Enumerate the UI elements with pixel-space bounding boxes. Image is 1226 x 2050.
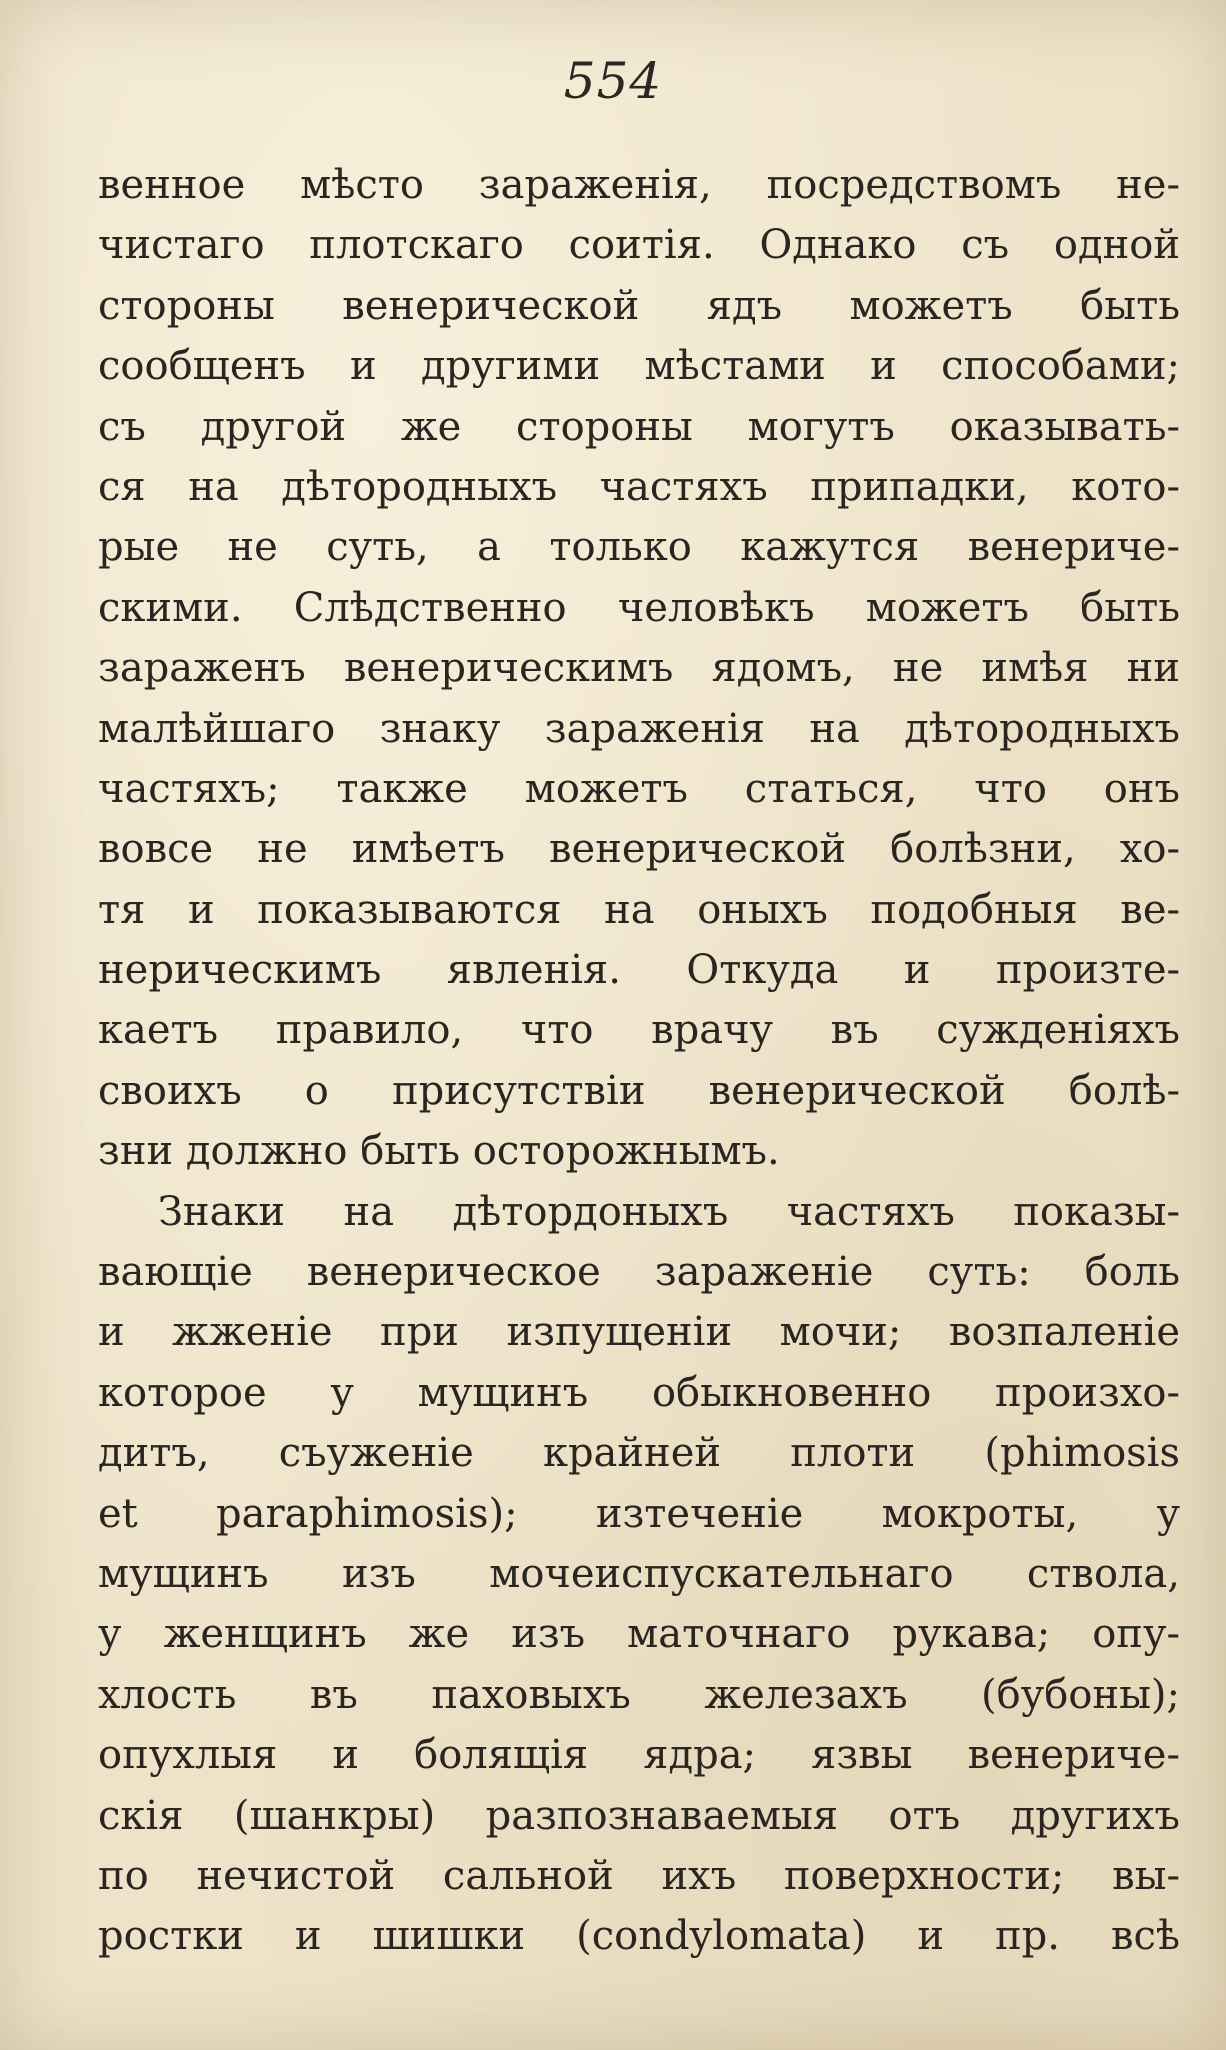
text-line: и жженіе при изпущеніи мочи; возпаленіе — [98, 1309, 1180, 1356]
text-line: своихъ о присутствіи венерической болѣ- — [98, 1067, 1180, 1114]
text-line: ростки и шишки (condylomata) и пр. всѣ — [98, 1913, 1180, 1960]
text-line: нерическимъ явленія. Откуда и произте- — [98, 947, 1180, 994]
text-line: рые не суть, а только кажутся венериче- — [98, 524, 1180, 571]
body-text — [98, 155, 1180, 1967]
paragraph-1 — [98, 155, 1180, 1182]
text-line: зараженъ венерическимъ ядомъ, не имѣя ни — [98, 645, 1180, 692]
text-line: тя и показываются на оныхъ подобныя ве- — [98, 886, 1180, 933]
text-line: опухлыя и болящія ядра; язвы венериче- — [98, 1732, 1180, 1779]
text-line: ся на дѣтородныхъ частяхъ припадки, кото- — [98, 463, 1180, 510]
paragraph-2 — [98, 1182, 1180, 1967]
text-line: по нечистой сальной ихъ поверхности; вы- — [98, 1852, 1180, 1899]
text-line: сообщенъ и другими мѣстами и способами; — [98, 343, 1180, 390]
text-line: съ другой же стороны могутъ оказывать- — [98, 403, 1180, 450]
text-line: дитъ, съуженіе крайней плоти (phimosis — [98, 1430, 1180, 1477]
text-line: хлость въ паховыхъ железахъ (бубоны); — [98, 1671, 1180, 1718]
text-line: вовсе не имѣетъ венерической болѣзни, хо- — [98, 826, 1180, 873]
text-line: скими. Слѣдственно человѣкъ можетъ быть — [98, 584, 1180, 631]
page-number: 554 — [563, 52, 663, 110]
text-line: стороны венерической ядъ можетъ быть — [98, 282, 1180, 329]
text-line: вающіе венерическое зараженіе суть: боль — [98, 1249, 1180, 1296]
text-line: мущинъ изъ мочеиспускательнаго ствола, — [98, 1550, 1180, 1597]
text-line: частяхъ; также можетъ статься, что онъ — [98, 765, 1180, 812]
text-line: малѣйшаго знаку зараженія на дѣтородныхъ — [98, 705, 1180, 752]
text-line: скія (шанкры) разпознаваемыя отъ другихъ — [98, 1792, 1180, 1839]
text-line: чистаго плотскаго соитія. Однако съ одной — [98, 222, 1180, 269]
text-line: у женщинъ же изъ маточнаго рукава; опу- — [98, 1611, 1180, 1658]
text-line: венное мѣсто зараженія, посредствомъ не- — [98, 162, 1180, 208]
text-line: et paraphimosis); изтеченіе мокроты, у — [98, 1490, 1180, 1537]
text-line: каетъ правило, что врачу въ сужденіяхъ — [98, 1007, 1180, 1054]
text-line: которое у мущинъ обыкновенно произхо- — [98, 1369, 1180, 1416]
text-line: Знаки на дѣтордоныхъ частяхъ показы- — [158, 1188, 1180, 1235]
text-line: зни должно быть осторожнымъ. — [98, 1128, 780, 1175]
